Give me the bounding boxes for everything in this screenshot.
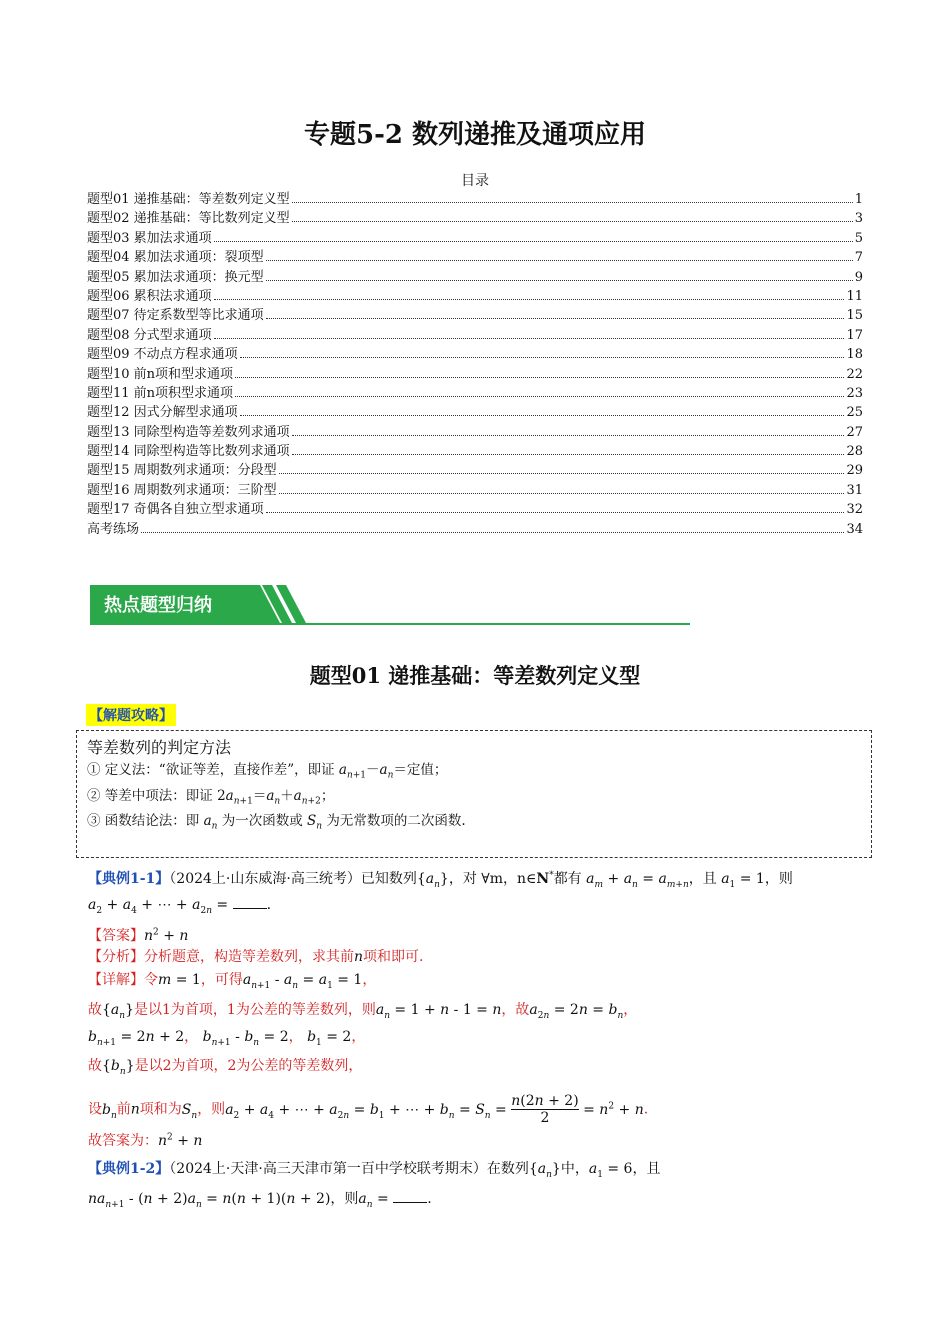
toc-label: 题型11 前n项积型求通项	[87, 385, 234, 401]
toc-label: 题型03 累加法求通项	[87, 230, 212, 246]
toc-row[interactable]	[87, 209, 863, 228]
toc-page: 17	[846, 327, 863, 343]
method-line: ② 等差中项法：即证 $2a_{n+1}=a_n+a_{n+2}$；	[87, 787, 335, 807]
example-1-detail-line: 设$b_n$前n项和为$S_n$，则$a_2 + a_4$ + ⋯ + $a_{2n} = b_1$ + ⋯ + $b_n = S_n$ = $\frac{n(2n + 2)}{2}$ = $n^2 + n$.	[88, 1093, 649, 1126]
toc-label: 题型04 累加法求通项：裂项型	[87, 250, 264, 266]
toc-heading: 目录	[461, 173, 489, 189]
toc-page: 3	[854, 211, 863, 227]
toc-label: 题型05 累加法求通项：换元型	[87, 269, 264, 285]
toc-label: 题型08 分式型求通项	[87, 327, 212, 343]
toc-page: 18	[846, 347, 863, 363]
answer-blank[interactable]	[393, 1202, 427, 1203]
method-line: ③ 函数结论法：即 $a_n$ 为一次函数或 $S_n$ 为无常数项的二次函数.	[87, 813, 466, 833]
toc-label: 题型09 不动点方程求通项	[87, 347, 238, 363]
example-1-detail: 【详解】令m = 1，可得$a_{n+1} - a_n = a_1 = 1$，	[88, 972, 377, 991]
example-1-analysis: 【分析】分析题意，构造等差数列，求其前n项和即可.	[88, 949, 424, 965]
example-2-question-cont: $na_{n+1} - (n + 2)a_n = n(n + 1)(n + 2)$，则$a_n$ = .	[88, 1191, 432, 1210]
section-banner	[90, 583, 690, 625]
page-title: 专题5-2 数列递推及通项应用	[303, 120, 647, 150]
toc-page: 9	[854, 269, 863, 285]
toc-page: 5	[854, 230, 863, 246]
toc-label: 题型12 因式分解型求通项	[87, 405, 238, 421]
toc-row[interactable]	[87, 268, 863, 287]
banner-text: 热点题型归纳	[104, 595, 212, 616]
toc-row[interactable]	[87, 481, 863, 500]
toc-row[interactable]	[87, 190, 863, 209]
toc-page: 1	[854, 192, 863, 207]
toc-label: 题型13 同除型构造等差数列求通项	[87, 424, 290, 440]
toc-label: 题型15 周期数列求通项：分段型	[87, 463, 277, 479]
banner-divider	[90, 623, 690, 625]
example-1-question-cont: $a_2 + a_4$ + ⋯ + $a_{2n}$ = .	[88, 897, 272, 916]
toc-row[interactable]	[87, 403, 863, 422]
toc-row[interactable]	[87, 306, 863, 325]
toc-label: 题型02 递推基础：等比数列定义型	[87, 211, 290, 227]
example-1-detail-line: 故$\{a_n\}$是以1为首项，1为公差的等差数列，则$a_n = 1 + n - 1 = n$，故$a_{2n} = 2n = b_n$，	[88, 1002, 638, 1021]
toc-row[interactable]	[87, 461, 863, 480]
toc-page: 29	[846, 463, 863, 479]
toc-row[interactable]	[87, 345, 863, 364]
toc-label: 题型01 递推基础：等差数列定义型	[87, 192, 290, 207]
toc-page: 32	[846, 502, 863, 518]
toc-row[interactable]	[87, 423, 863, 442]
toc-label: 题型14 同除型构造等比数列求通项	[87, 444, 290, 460]
toc-page: 31	[846, 482, 863, 498]
example-1-detail-line: $b_{n+1} = 2n + 2$， $b_{n+1} - b_n = 2$， $b_1 = 2$，	[88, 1029, 366, 1048]
toc-label: 高考练场	[87, 521, 140, 537]
toc-page: 25	[846, 405, 863, 421]
method-line: ① 定义法：“欲证等差，直接作差”，即证 $a_{n+1}-a_n=$定值；	[87, 762, 448, 781]
toc-row[interactable]	[87, 442, 863, 461]
method-title: 等差数列的判定方法	[87, 738, 232, 757]
toc-label: 题型07 待定系数型等比求通项	[87, 308, 264, 324]
toc-label: 题型17 奇偶各自独立型求通项	[87, 502, 264, 518]
section-title: 题型01 递推基础：等差数列定义型	[309, 663, 641, 688]
example-1-detail-line: 故$\{b_n\}$是以2为首项，2为公差的等差数列，	[88, 1058, 363, 1077]
toc-page: 22	[846, 366, 863, 382]
toc-page: 23	[846, 385, 863, 401]
toc-label: 题型16 周期数列求通项：三阶型	[87, 482, 277, 498]
toc-page: 27	[846, 424, 863, 440]
toc-row[interactable]	[87, 500, 863, 519]
toc-row[interactable]	[87, 287, 863, 306]
toc-row[interactable]	[87, 248, 863, 267]
example-1-answer: 【答案】$n^2 + n$	[88, 927, 189, 944]
example-1-final: 故答案为：$n^2 + n$	[88, 1132, 203, 1149]
toc-row[interactable]	[87, 326, 863, 345]
toc-page: 11	[846, 288, 863, 304]
toc-page: 34	[846, 521, 863, 537]
toc-row[interactable]	[87, 365, 863, 384]
toc-page: 28	[846, 444, 863, 460]
toc-label: 题型06 累积法求通项	[87, 288, 212, 304]
toc-label: 题型10 前n项和型求通项	[87, 366, 234, 382]
example-2-question: 【典例1-2】（2024上·天津·高三天津市第一百中学校联考期末）在数列$\{a_n\}$中，$a_1 = 6$，且	[88, 1161, 661, 1180]
toc-page: 15	[846, 308, 863, 324]
table-of-contents	[87, 190, 863, 539]
tip-label: 【解题攻略】	[86, 704, 176, 726]
toc-row[interactable]	[87, 229, 863, 248]
toc-row[interactable]	[87, 384, 863, 403]
toc-row[interactable]	[87, 520, 863, 539]
method-box	[76, 730, 872, 858]
example-1-question: 【典例1-1】（2024上·山东威海·高三统考）已知数列$\{a_n\}$，对 ∀m，n∈N*都有 $a_m + a_n = a_{m+n}$，且 $a_1 = 1$，则	[88, 870, 793, 890]
answer-blank[interactable]	[233, 908, 267, 909]
toc-page: 7	[854, 250, 863, 266]
